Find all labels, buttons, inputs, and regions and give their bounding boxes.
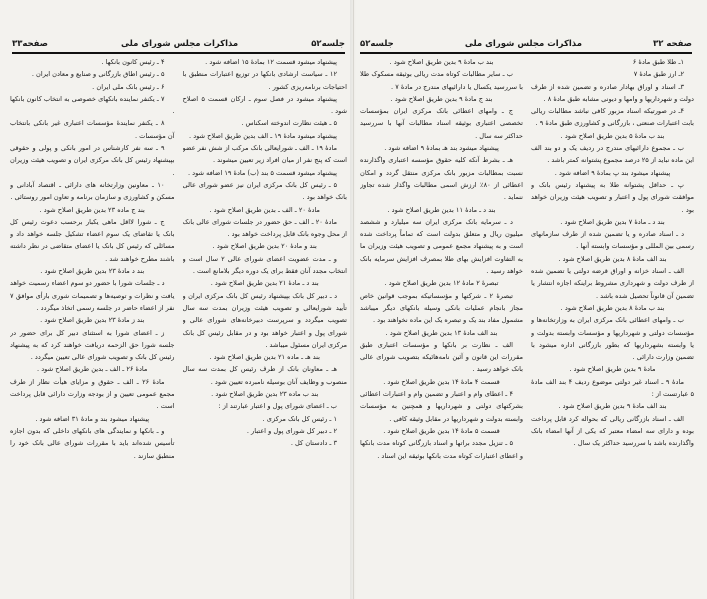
paragraph: مادهٔ ۹ بدین طریق اصلاح شود . [569, 365, 656, 374]
paragraph: بند ج مادهٔ ۹ بدین طریق اصلاح شود . [390, 94, 493, 103]
paragraph: د ـ اسناد صادره و یا تضمین شده از طرف سازمانهای رسمی بین المللی و مؤسسات وابسته آنها . [531, 230, 694, 251]
paragraph: بند ب مادهٔ ۵ بدین طریق اصلاح شود . [560, 131, 665, 140]
right-page-columns [360, 56, 694, 585]
paragraph: قسمت ۵ مادهٔ ۱۴ بدین طریق اصلاح شود . [383, 426, 500, 435]
paragraph: ۴ ـ رئیس کانون بانکها . [101, 58, 165, 66]
paragraph: الف ـ اسناد بازرگانی ریالی که بحواله کرد قابل پرداخت بوده و دارای سه امضاء معتبر که یکی از آنها امضاء بانک واگذارنده باشد با سررسید حداکثر یک سال . [531, 414, 694, 448]
paragraph: ۲ ـ دبیر کل شورای پول و اعتبار . [246, 426, 337, 435]
header-title: مذاکرات مجلس شورای ملی [464, 39, 582, 49]
paragraph: مادهٔ ۲۶ ـ الف ـ بدین طریق اصلاح شود . [37, 365, 148, 374]
paragraph: ۶ ـ رئیس بانک ملی ایران . [92, 82, 165, 91]
paragraph: و ـ مدت عضویت اعضای شورای عالی ۲ سال است و انتخاب مجدد آنان فقط برای یک دوره دیگر بلامانع است . [182, 254, 347, 276]
paragraph: بند ج ماده ۲۳ بدین طریق اصلاح شود . [39, 205, 145, 214]
paragraph: قسمت ۴ مادهٔ ۱۴ بدین طریق اصلاح شود . [383, 377, 500, 386]
paragraph: د ـ جلسات شورا با حضور دو سوم اعضاء رسمیت خواهد یافت و نظرات و توصیه‌ها و تصمیمات شوری بارأی موافق ۷ نفر از اعضاء حاضر در جلسه رسمی اتخاذ میگردد . [10, 279, 175, 312]
paragraph: ۷ ـ یکنفر نماینده بانکهای خصوصی به انتخاب کانون بانکها . [10, 94, 175, 116]
paragraph: پیشنهاد میشود بند و مادهٔ ۳۱ اضافه شود . [35, 414, 150, 423]
paragraph: ۵ ـ رئیس اطاق بازرگانی و صنایع و معادن ایران . [31, 70, 165, 79]
paragraph: ج ـ وامهای اعطائی بانک مرکزی ایران بمؤسسات تخصصی اعتباری بوثیقه اسناد مطالبات آنها با سررسید حداکثر سه سال . [360, 107, 523, 140]
paragraph: بند ب ماده ۲۳ بدین طریق اصلاح شود . [211, 390, 319, 399]
paragraph: تبصرهٔ ۲ ـ شرکتها و مؤسساتیکه بموجب قوانین خاص مجاز بانجام عملیات بانکی وسیله بانکهای دیگر میباشد مشمول مفاد بند یک و تبصره یک این ماده نخواهند بود . [360, 291, 523, 325]
paragraph: ۵ ـ تنزیل مجدد براتها و اسناد بازرگانی کوتاه مدت بانکها و اعطای اعتبارات کوتاه مدت بانکها بوثیقه این اسناد . [360, 439, 523, 460]
paragraph: ۱ـ طلا طبق مادهٔ ۶ [632, 58, 684, 66]
paragraph: بند د ـ مادهٔ ۱۱ بدین طریق اصلاح شود . [387, 205, 496, 214]
paragraph: مادهٔ ۲۰ ـ الف ـ حق حضور در جلسات شورای عالی بانک از محل وجوه بانک قابل پرداخت خواهد بود . [182, 217, 347, 239]
paragraph: بند د مادهٔ ۲۳ بدین طریق اصلاح شود . [40, 267, 145, 276]
paragraph: ۸ ـ یکنفر نمایندهٔ مؤسسات اعتباری غیر بانکی بانتخاب آن مؤسسات . [10, 119, 175, 140]
paragraph: بند و مادهٔ ۲۰ بدین طریق اصلاح شود . [212, 242, 317, 251]
left-page-left-column [10, 56, 175, 585]
paragraph: پیشنهاد میشود قسمت ۱۲ بمادهٔ ۱۵ اضافه شود . [205, 58, 337, 66]
paragraph: مادهٔ ۱۹ ـ الف ـ شورایعالی بانک مرکب از شش نفر عضو است که پنج نفر از میان افراد زیر تعیین میشوند . [182, 144, 347, 165]
paragraph: بند الف مادهٔ ۸ بدین طریق اصلاح شود . [558, 254, 667, 263]
paragraph: ۳ـ اسناد و اوراق بهادار صادره و تضمین شده از طرف دولت و شهرداریها و وامها و دیونی مشابه طبق مادهٔ ۸ . [531, 82, 694, 103]
paragraph: ۲ـ ارز طبق مادهٔ ۷ [633, 70, 684, 79]
paragraph: ۴ ـ اعطای وام و اعتبار و تضمین وام و اعتبارات اعطائی بشرکتهای دولتی و شهرداریها و همچنین به مؤسسات وابسته بدولت و شهرداریها در مقابل وثیقه کافی . [360, 390, 523, 423]
paragraph: ج ـ شورا لااقل ماهی یکبار برحسب دعوت رئیس کل بانک یا تقاضای یک سوم اعضاء تشکیل جلسه خواهد داد و مسائلی که رئیس کل بانک یا اعضای متقاضی در نظر داشته باشند مطرح خواهند شد . [10, 217, 175, 263]
paragraph: مادهٔ ۲۰ ـ الف ـ بدین طریق اصلاح شود . [209, 205, 320, 214]
left-page [0, 0, 353, 599]
paragraph: الف ـ نظارت بر بانکها و مؤسسات اعتباری طبق مقررات این قانون و آئین نامه‌هائیکه بتصویب شورای عالی بانک خواهد رسید . [360, 340, 523, 374]
paragraph: ۴ـ در صورتیکه اسناد مزبور کافی نباشد مطالبات ریالی بابت اعتبارات صنعتی ، بازرگانی و کشاورزی طبق مادهٔ ۹ . [531, 107, 694, 128]
right-page-left-column [360, 56, 523, 585]
paragraph: ۹ ـ سه نفر کارشناس در امور بانکی و پولی و حقوقی بپیشنهاد رئیس کل بانک مرکزی ایران و تصویب هیئت وزیران . [10, 144, 175, 177]
session-label: جلسه۵۲ [360, 39, 394, 49]
paragraph: پ ـ حداقل پشتوانه طلا به پیشنهاد رئیس بانک و موافقت شورای پول و اعتبار و تصویب هیئت وزیران خواهد بود . [531, 180, 694, 214]
paragraph: هـ ـ معاونان بانک از طرف رئیس کل بمدت سه سال منصوب و وظایف آنان بوسیله نامبرده تعیین شود . [182, 365, 347, 386]
paragraph: ز ـ اعضای شورا به استثنای دبیر کل برای حضور در جلسه شورا حق الزحمه دریافت خواهند کرد که به پیشنهاد رئیس کل بانک و تصویب شورای عالی تعیین میگردد . [10, 328, 175, 362]
paragraph: ۱۰ ـ معاونین وزارتخانه های دارائی ـ اقتصاد آبادانی و مسکن و کشاورزی و سازمان برنامه و تعاون امور روستائی . [10, 180, 175, 202]
left-page-columns [10, 56, 347, 585]
paragraph: پیشنهاد میشود قسمت ۵ بند (ب) مادهٔ ۱۹ اضافه شود . [187, 168, 337, 177]
right-page [353, 0, 706, 599]
paragraph: پیشنهاد میشود بند هـ بمادهٔ ۹ اضافه شود . [384, 144, 499, 153]
paragraph: ۱۲ ـ سیاست ارشادی بانکها در توزیع اعتبارات منطبق با احتیاجات برنامه‌ریزی کشور . [182, 70, 347, 91]
paragraph: بند الف مادهٔ ۹ بدین طریق اصلاح شود . [558, 402, 667, 411]
left-page-right-column [183, 56, 348, 585]
paragraph: و ـ بانکها و نمایندگی های بانکهای داخلی که بدون اجازه تأسیس شده‌اند باید با مقررات شورای عالی بانک خود را منطبق سازند . [10, 426, 175, 460]
paragraph: ب ـ مجموع دارائیهای مندرج در ردیف یک و دو بند الف این ماده نباید از ۲۵ درصد مجموع پشتوانه کمتر باشد . [531, 144, 694, 165]
paragraph: بند ب مادهٔ ۹ بدین طریق اصلاح شود . [389, 58, 494, 66]
paragraph: ب ـ وامهای اعطائی بانک مرکزی ایران به وزارتخانه‌ها و مؤسسات دولتی و شهرداریها و مؤسسات وابسته بدولت و یا وابسته بشهرداریها که بطور بازرگانی اداره میشود با تضمین وزارت دارائی . [531, 316, 694, 362]
paragraph: هـ ـ بشرط آنکه کلیه حقوق مؤسسه اعتباری واگذارنده نسبت بمطالبات مزبور بانک مرکزی منتقل گردد و امکان اعطائی از ۸۰٪ ارزش اسمی مطالبات واگذار شده تجاوز ننماید . [360, 156, 523, 202]
paragraph: پیشنهاد میشود در فصل سوم ـ ارکان قسمت ۵ اصلاح شود . [182, 94, 347, 116]
paragraph: ۳ ـ دادستان کل . [290, 439, 337, 448]
left-page-header [12, 38, 345, 54]
page-number: صفحه۳۳ [12, 39, 49, 49]
paragraph: بند هـ ـ ماده ۲۱ بدین طریق اصلاح شود . [209, 353, 320, 362]
paragraph: بند الف مادهٔ ۱۳ بدین طریق اصلاح شود . [385, 328, 498, 337]
paragraph: تبصرهٔ ۲ مادهٔ ۱۲ بدین طریق اصلاح شود . [384, 279, 499, 288]
paragraph: ۱ ـ رئیس کل بانک مرکزی . [262, 414, 337, 423]
paragraph: الف ـ اسناد خزانه و اوراق قرضه دولتی یا تضمین شده از طرف دولت و شهرداری مشروط براینکه اجازه انتشار یا تضمین آن قانوناً تحصیل شده باشد . [531, 267, 694, 300]
page-number: صفحه ۳۲ [653, 39, 692, 49]
paragraph: د ـ دبیر کل بانک بپیشنهاد رئیس کل بانک مرکزی ایران و تأیید شورایعالی و تصویب هیئت وزیران بمدت سه سال تصویب میگردد و سرپرست دبیرخانه‌های شورای عالی و شورای پول و اعتبار خواهد بود و در مقابل رئیس کل بانک مرکزی ایران مسئول میباشد . [182, 291, 347, 349]
right-page-header [360, 38, 692, 54]
paragraph: مادهٔ ۲۶ ـ الف ـ حقوق و مزایای هیأت نظار از طرف مجمع عمومی تعیین و از بودجه وزارت دارائی قابل پرداخت است . [10, 377, 175, 411]
paragraph: ۵ ـ هیئت نظارت اندوخته اسکناس . [241, 119, 337, 128]
header-title: مذاکرات مجلس شورای ملی [121, 39, 239, 49]
paragraph: ب ـ سایر مطالبات کوتاه مدت ریالی بوثیقه مسکوک طلا با سررسید یکسال یا دارائیهای مندرج در مادهٔ ۷ . [360, 70, 523, 91]
paragraph: بند ب مادهٔ ۸ بدین طریق اصلاح شود . [560, 303, 665, 312]
paragraph: مادهٔ ۹ ـ اسناد غیر دولتی موضوع ردیف ۴ بند الف مادهٔ ۵ عبارتست از : [531, 377, 694, 399]
paragraph: بند د ـ مادهٔ ۲۱ بدین طریق اصلاح شود . [210, 279, 319, 288]
session-label: جلسه۵۲ [311, 39, 345, 49]
paragraph: ب ـ اعضای شورای پول و اعتبار عبارتند از : [218, 402, 337, 411]
paragraph: بند ز مادهٔ ۲۳ بدین طریق اصلاح شود . [40, 316, 145, 325]
paragraph: بند د ـ مادهٔ ۷ بدین طریق اصلاح شود . [560, 217, 665, 226]
paragraph: پیشنهاد میشود مادهٔ ۱۹ ـ الف بدین طریق اصلاح شود . [189, 131, 337, 140]
paragraph: د ـ سرمایه بانک مرکزی ایران سه میلیارد و ششصد میلیون ریال و متعلق بدولت است که تماماً پرداخت شده است و به پیشنهاد مجمع عمومی و تصویب هیئت وزیران ما به التفاوت افزایش بهای طلا بمصرف افزایش سرمایه بانک خواهد رسید . [360, 217, 523, 276]
right-page-right-column [531, 56, 694, 585]
paragraph: پیشنهاد میشود بند پ بمادهٔ ۹ اضافه شود . [554, 168, 671, 177]
paragraph: ۵ ـ رئیس کل بانک مرکزی ایران نیز عضو شورای عالی بانک خواهد بود . [182, 180, 347, 202]
